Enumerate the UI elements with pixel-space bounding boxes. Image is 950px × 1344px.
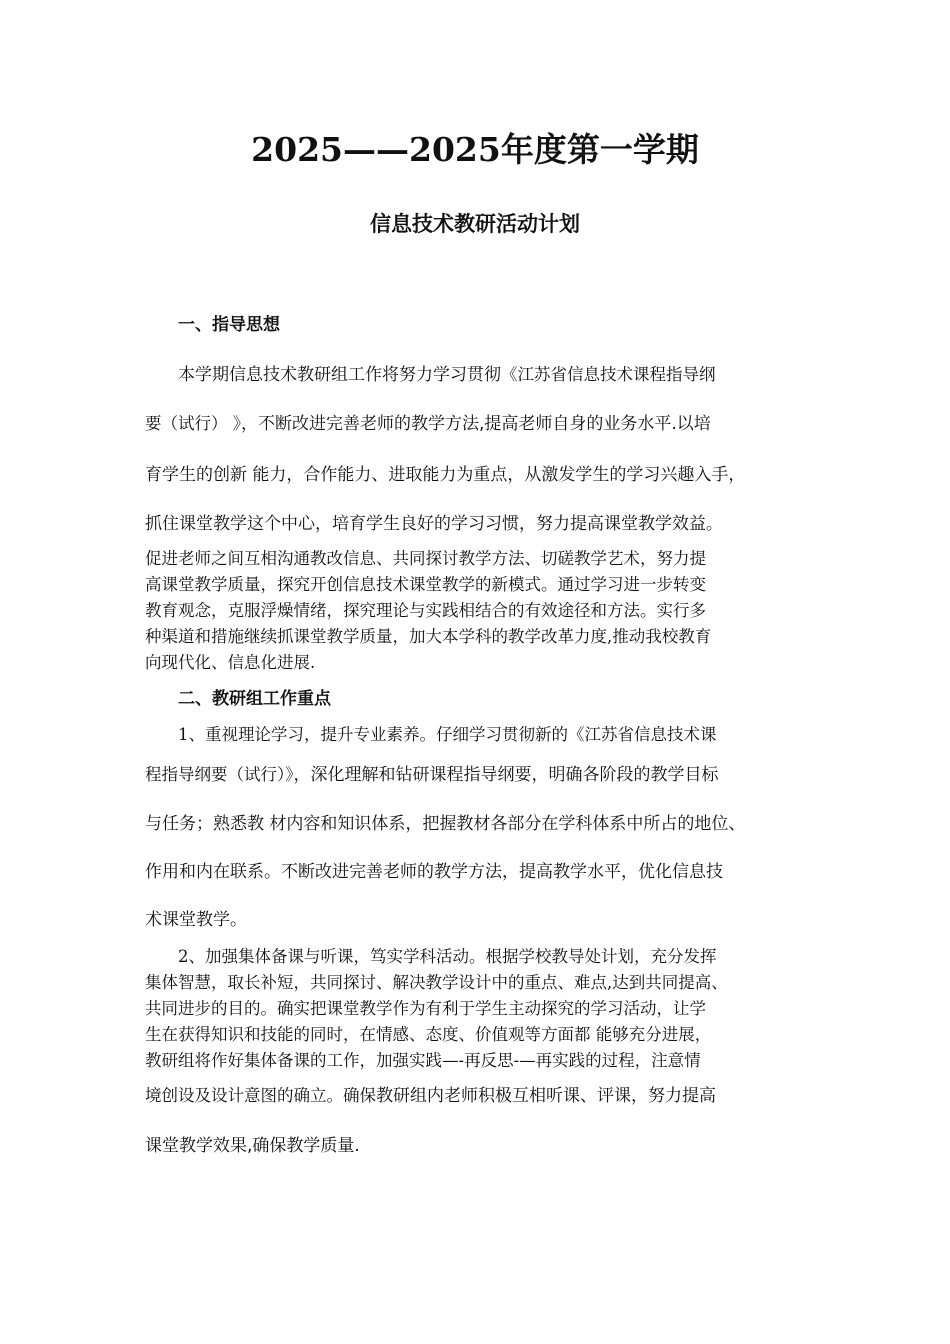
paragraph-line: 种渠道和措施继续抓课堂教学质量，加大本学科的教学改革力度,推动我校教育 (145, 627, 712, 646)
paragraph-line: 教研组将作好集体备课的工作，加强实践—-再反思-—再实践的过程，注意情 (145, 1051, 701, 1070)
paragraph-line: 高课堂教学质量，探究开创信息技术课堂教学的新模式。通过学习进一步转变 (145, 575, 706, 594)
paragraph-line: 程指导纲要（试行）》，深化理解和钻研课程指导纲要，明确各阶段的教学目标 (145, 765, 719, 785)
paragraph-line: 教育观念，克服浮燥情绪，探究理论与实践相结合的有效途径和方法。实行多 (145, 601, 706, 620)
paragraph-line: 共同进步的目的。确实把课堂教学作为有利于学生主动探究的学习活动，让学 (145, 999, 706, 1018)
document-title: 2025——2025年度第一学期 (251, 130, 699, 169)
paragraph-line: 本学期信息技术教研组工作将努力学习贯彻《江苏省信息技术课程指导纲 (178, 365, 716, 385)
paragraph-line: 境创设及设计意图的确立。确保教研组内老师积极互相听课、评课，努力提高 (145, 1086, 716, 1106)
paragraph-line: 术课堂教学。 (145, 910, 247, 930)
paragraph-line: 生在获得知识和技能的同时，在情感、态度、价值观等方面都 能够充分进展， (145, 1025, 712, 1044)
paragraph-line: 1、重视理论学习，提升专业素养。仔细学习贯彻新的《江苏省信息技术课 (178, 725, 717, 744)
section-heading-work-focus: 二、教研组工作重点 (178, 689, 331, 709)
paragraph-line: 作用和内在联系。不断改进完善老师的教学方法，提高教学水平，优化信息技 (145, 862, 723, 882)
paragraph-line: 向现代化、信息化进展. (145, 653, 316, 672)
document-subtitle: 信息技术教研活动计划 (370, 212, 580, 236)
section-heading-guiding-thought: 一、指导思想 (178, 315, 280, 335)
paragraph-line: 育学生的创新 能力，合作能力、进取能力为重点，从激发学生的学习兴趣入手， (145, 465, 746, 485)
paragraph-line: 与任务；熟悉教 材内容和知识体系，把握教材各部分在学科体系中所占的地位、 (145, 814, 746, 834)
paragraph-line: 促进老师之间互相沟通教改信息、共同探讨教学方法、切磋教学艺术，努力提 (145, 549, 706, 568)
paragraph-line: 抓住课堂教学这个中心，培育学生良好的学习习惯，努力提高课堂教学效益。 (145, 514, 723, 534)
paragraph-line: 课堂教学效果,确保教学质量. (145, 1136, 360, 1156)
paragraph-line: 2、加强集体备课与听课，笃实学科活动。根据学校教导处计划，充分发挥 (178, 947, 717, 966)
paragraph-line: 要（试行） 》，不断改进完善老师的教学方法,提高老师自身的业务水平.以培 (145, 414, 711, 434)
paragraph-line: 集体智慧，取长补短，共同探讨、解决教学设计中的重点、难点,达到共同提高、 (145, 973, 728, 992)
